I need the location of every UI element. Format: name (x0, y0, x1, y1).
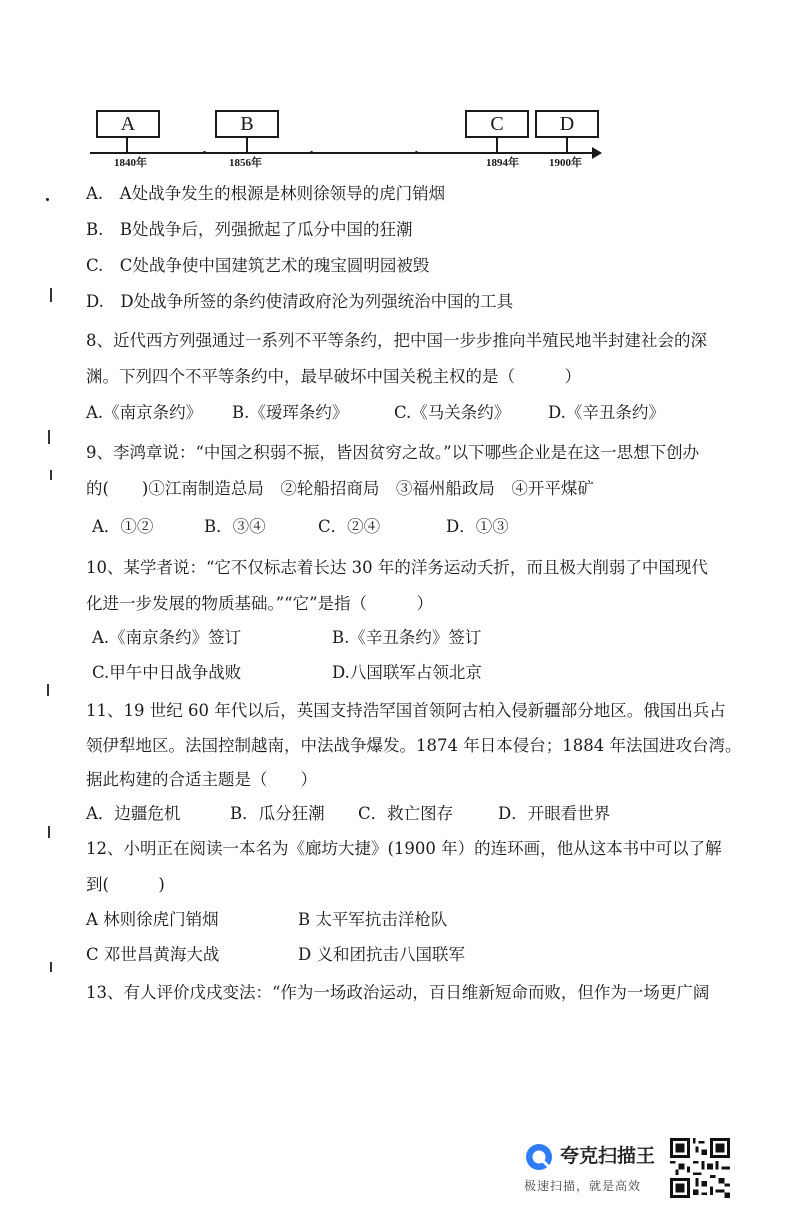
q11-stem-line2: 领伊犁地区。法国控制越南，中法战争爆发。1874 年日本侵台；1884 年法国进攻台湾。 (86, 736, 742, 755)
q7-option-b: B. B处战争后，列强掀起了瓜分中国的狂潮 (86, 220, 413, 239)
timeline-tick (203, 151, 206, 154)
q8-option-a: A.《南京条约》 (86, 403, 203, 422)
q11-stem-line1: 11、19 世纪 60 年代以后，英国支持浩罕国首领阿古柏入侵新疆部分地区。俄国出兵占 (86, 701, 726, 720)
q10-option-d: D.八国联军占领北京 (332, 663, 482, 682)
timeline-box-d: D (535, 110, 599, 138)
q7-option-c: C. C处战争使中国建筑艺术的瑰宝圆明园被毁 (86, 256, 430, 275)
q9-stem-line2: 的( )①江南制造总局 ②轮船招商局 ③福州船政局 ④开平煤矿 (86, 479, 594, 498)
q12-option-d: D 义和团抗击八国联军 (298, 945, 465, 964)
q9-option-a: A．①② (92, 517, 154, 536)
q10-option-c: C.甲午中日战争战败 (92, 663, 242, 682)
q10-stem-line1: 10、某学者说：“它不仅标志着长达 30 年的洋务运动夭折，而且极大削弱了中国现代 (86, 558, 708, 577)
scan-mark (47, 684, 49, 696)
q9-stem-line1: 9、李鸿章说：“中国之积弱不振，皆因贫穷之故。”以下哪些企业是在这一思想下创办 (86, 443, 700, 462)
timeline-box-c: C (465, 110, 529, 138)
q8-option-b: B.《瑷珲条约》 (232, 403, 349, 422)
q8-option-c: C.《马关条约》 (394, 403, 511, 422)
brand-name: 夸克扫描王 (560, 1145, 656, 1167)
timeline-stem (246, 136, 248, 153)
scan-mark (48, 430, 50, 444)
q9-option-b: B．③④ (204, 517, 266, 536)
q11-option-d: D．开眼看世界 (498, 804, 611, 823)
q7-option-a: A. A处战争发生的根源是林则徐领导的虎门销烟 (86, 184, 446, 203)
qr-code-icon (670, 1138, 730, 1198)
q11-option-c: C．救亡图存 (358, 804, 454, 823)
q13-stem-line1: 13、有人评价戊戌变法：“作为一场政治运动，百日维新短命而败，但作为一场更广阔 (86, 983, 710, 1002)
q8-stem-line1: 8、近代西方列强通过一系列不平等条约，把中国一步步推向半殖民地半封建社会的深 (86, 331, 707, 350)
q7-option-d: D. D处战争所签的条约使清政府沦为列强统治中国的工具 (86, 292, 514, 311)
scan-mark (50, 962, 52, 972)
q12-option-b: B 太平军抗击洋枪队 (298, 910, 448, 929)
timeline-tick (415, 151, 418, 154)
q10-option-a: A.《南京条约》签订 (92, 628, 242, 647)
q11-option-a: A．边疆危机 (86, 804, 181, 823)
timeline-box-a: A (96, 110, 160, 138)
timeline-stem (566, 136, 568, 153)
timeline-box-b: B (215, 110, 279, 138)
scan-mark (50, 288, 52, 302)
timeline-year: 1894年 (486, 157, 519, 169)
brand-slogan: 极速扫描，就是高效 (524, 1179, 642, 1193)
q11-stem-line3: 据此构建的合适主题是（ ） (86, 770, 317, 789)
quark-logo-icon (524, 1142, 554, 1172)
q10-stem-line2: 化进一步发展的物质基础。”“它”是指（ ） (86, 594, 434, 613)
timeline-axis (90, 152, 598, 154)
timeline-stem (496, 136, 498, 153)
timeline-year: 1840年 (114, 157, 147, 169)
q10-option-b: B.《辛丑条约》签订 (332, 628, 482, 647)
scan-mark (50, 470, 52, 480)
scanner-watermark (520, 1138, 740, 1200)
timeline-stem (126, 136, 128, 153)
q12-stem-line2: 到( ) (86, 875, 165, 894)
scan-mark (48, 826, 50, 838)
timeline-tick (310, 151, 313, 154)
q11-option-b: B．瓜分狂潮 (230, 804, 325, 823)
timeline-year: 1900年 (549, 157, 582, 169)
q8-stem-line2: 渊。下列四个不平等条约中，最早破坏中国关税主权的是（ ） (86, 367, 581, 386)
q12-stem-line1: 12、小明正在阅读一本名为《廊坊大捷》(1900 年）的连环画，他从这本书中可以了解 (86, 839, 722, 858)
scan-mark (46, 198, 49, 201)
q12-option-a: A 林则徐虎门销烟 (86, 910, 219, 929)
q8-option-d: D.《辛丑条约》 (548, 403, 665, 422)
q12-option-c: C 邓世昌黄海大战 (86, 945, 220, 964)
timeline-arrow-icon (592, 147, 602, 159)
q9-option-c: C．②④ (318, 517, 381, 536)
q9-option-d: D．①③ (446, 517, 509, 536)
timeline-year: 1856年 (229, 157, 262, 169)
